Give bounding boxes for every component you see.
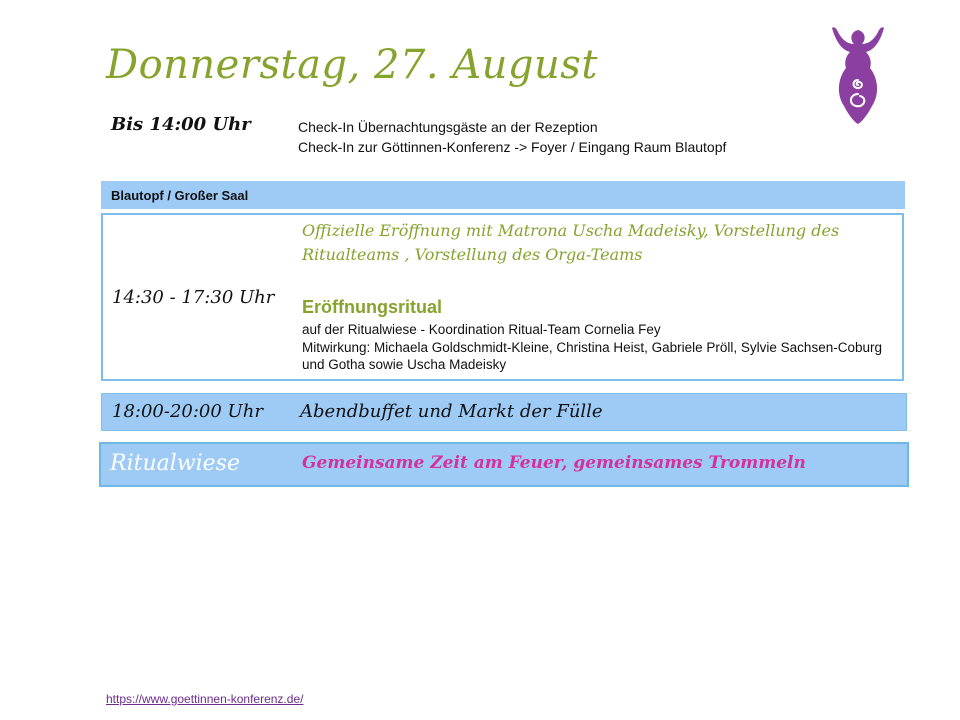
session-dinner-text: Abendbuffet und Markt der Fülle [300,401,603,422]
session-opening-detail-participants: Mitwirkung: Michaela Goldschmidt-Kleine, Christina Heist, Gabriele Pröll, Sylvie Sachsen-Coburg und Gotha sowie Uscha Madeisky [302,340,882,372]
section-header [101,181,905,209]
session-opening-description: Offizielle Eröffnung mit Matrona Uscha Madeisky, Vorstellung des Ritualteams , Vorstellung des Orga-Teams [302,221,840,264]
session-dinner-time: 18:00-20:00 Uhr [112,401,263,422]
checkin-time: Bis 14:00 Uhr [111,114,251,135]
checkin-line-guests: Check-In Übernachtungsgäste an der Rezeption [298,119,598,135]
page-title: Donnerstag, 27. August [106,42,598,88]
footer-website-link[interactable]: https://www.goettinnen-konferenz.de/ [106,692,304,706]
section-label: Blautopf / Großer Saal [111,188,249,203]
session-fire-location: Ritualwiese [110,451,240,476]
session-opening-time: 14:30 - 17:30 Uhr [112,287,275,308]
checkin-line-conference: Check-In zur Göttinnen-Konferenz -> Foyer / Eingang Raum Blautopf [298,139,727,155]
session-opening-detail-coordination: auf der Ritualwiese - Koordination Ritual-Team Cornelia Fey [302,322,661,337]
goddess-spiral-icon [826,22,890,126]
session-opening-subtitle: Eröffnungsritual [302,297,442,317]
session-fire-text: Gemeinsame Zeit am Feuer, gemeinsames Trommeln [302,453,806,473]
